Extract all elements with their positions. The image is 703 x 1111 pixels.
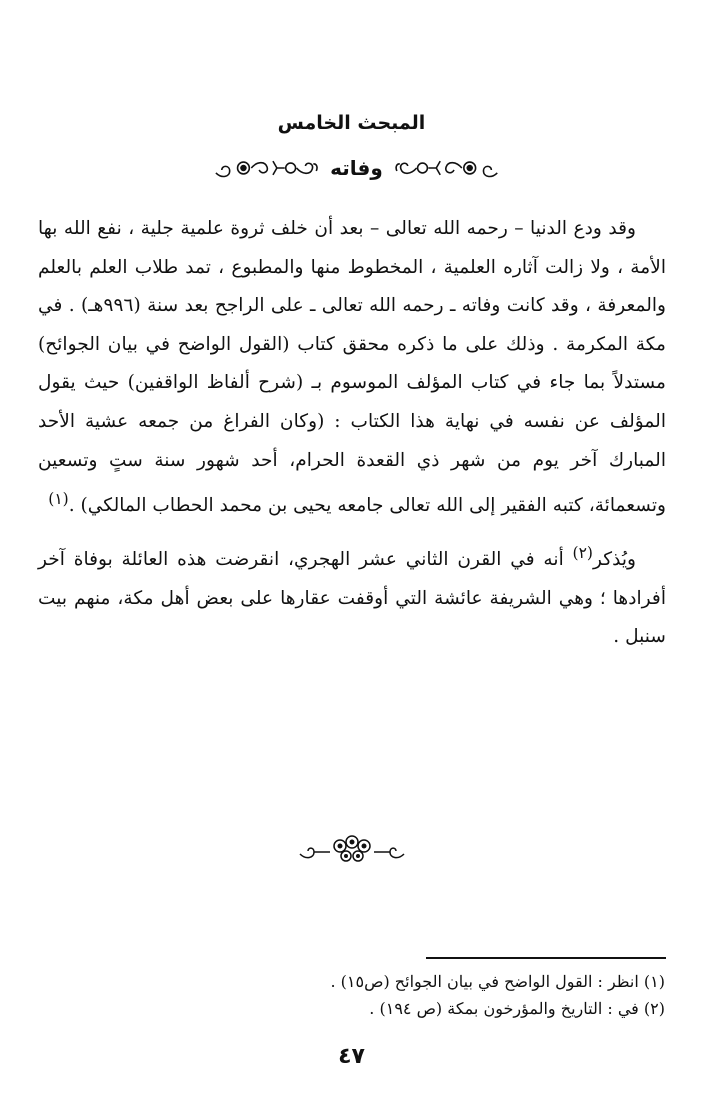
- section-heading: المبحث الخامس: [277, 112, 426, 134]
- footnotes: [165, 968, 665, 1022]
- footnote-divider: [426, 957, 666, 959]
- paragraph-2-text: أنه في القرن الثاني عشر الهجري، انقرضت هذه العائلة بوفاة آخر أفرادها ؛ وهي الشريفة عائشة التي أوقفت عقارها على بعض أهل مكة، منهم بيت سنبل .: [38, 549, 666, 648]
- title-flourish-left-icon: [210, 153, 320, 183]
- title-row: [210, 148, 503, 188]
- paragraph-1-text: وقد ودع الدنيا – رحمه الله تعالى – بعد أن خلف ثروة علمية جلية ، نفع الله بها الأمة ، ولا زالت آثاره العلمية ، المخطوط منها والمطبوع ، تمد طلاب العلم بالعلم والمعرفة ، وقد كانت وفاته ـ رحمه الله تعالى ـ على الراجح بعد سنة (٩٩٦هـ) . في مكة المكرمة . وذلك على ما ذكره محقق كتاب (القول الواضح في بيان الجوائح) مستدلاً بما جاء في كتاب المؤلف الموسوم بـ (شرح ألفاظ الواقفين) حيث يقول المؤلف عن نفسه في نهاية هذا الكتاب : (وكان الفراغ من جمعه عشية الأحد المبارك آخر يوم من شهر ذي القعدة الحرام، أحد شهور سنة ستٍ وتسعين وتسعمائة، كتبه الفقير إلى الله تعالى جامعه يحيى بن محمد الحطاب المالكي) .: [38, 218, 667, 517]
- section-break-ornament-icon: [296, 832, 408, 866]
- title-flourish-right-icon: [393, 153, 503, 183]
- paragraph-1: [38, 210, 666, 526]
- footnote-ref-1: (١): [48, 490, 69, 509]
- body-text: [38, 210, 666, 657]
- section-title: وفاته: [330, 156, 383, 180]
- footnote-ref-2: (٢): [572, 543, 593, 562]
- footnote-1: (١) انظر : القول الواضح في بيان الجوائح (ص١٥) .: [330, 972, 665, 991]
- page-number: ٤٧: [338, 1044, 365, 1069]
- paragraph-2: [38, 534, 666, 657]
- footnote-2: (٢) في : التاريخ والمؤرخون بمكة (ص ١٩٤) .: [369, 999, 665, 1018]
- paragraph-2-start: ويُذكر: [592, 549, 636, 571]
